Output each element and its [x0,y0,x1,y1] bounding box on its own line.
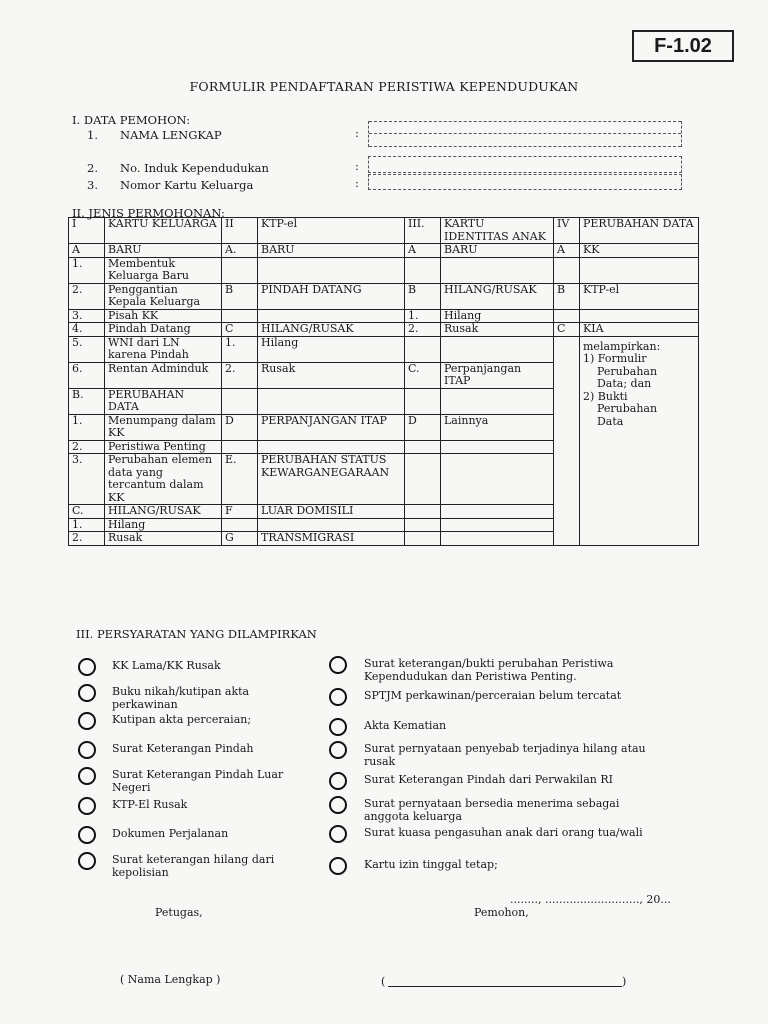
table-row [69,257,699,283]
table-cell [441,440,554,454]
table-cell [580,309,699,323]
table-cell [405,388,441,414]
left-requirement-label: Dokumen Perjalanan [112,827,229,840]
right-requirement-checkbox[interactable] [329,741,347,759]
left-requirement-label: KK Lama/KK Rusak [112,659,221,672]
field-num-1: 1. [87,128,98,142]
table-cell: PINDAH DATANG [258,283,405,309]
form-code-box [632,30,734,62]
right-requirement-checkbox[interactable] [329,857,347,875]
table-cell: F [222,505,258,519]
table-cell [405,336,441,362]
table-cell: Hilang [441,309,554,323]
header-cell: KARTU KELUARGA [105,218,222,244]
table-cell: Rusak [441,323,554,337]
table-cell [441,336,554,362]
table-cell: A [554,244,580,258]
table-cell: Hilang [105,518,222,532]
table-row [69,323,699,337]
table-cell: B [554,283,580,309]
table-cell: PERUBAHAN STATUS KEWARGANEGARAAN [258,454,405,505]
field-label-nik: No. Induk Kependudukan [120,161,269,175]
form-title: FORMULIR PENDAFTARAN PERISTIWA KEPENDUDUKAN [189,79,579,94]
table-cell: A [69,244,105,258]
right-requirement-checkbox[interactable] [329,825,347,843]
table-cell: Pisah KK [105,309,222,323]
table-cell: Membentuk Keluarga Baru [105,257,222,283]
right-requirement-label: Surat keterangan/bukti perubahan Peristiwa Kependudukan dan Peristiwa Penting. [364,657,614,683]
table-cell: 2. [69,532,105,546]
table-cell [405,532,441,546]
table-cell [405,440,441,454]
table-cell: Rusak [105,532,222,546]
form-code: F-1.02 [654,34,712,57]
applicant-name-open: ( [381,975,386,988]
left-requirement-label: Kutipan akta perceraian; [112,713,252,726]
left-requirement-checkbox[interactable] [78,852,96,870]
table-cell: Rusak [258,362,405,388]
table-cell: 2. [222,362,258,388]
table-cell [222,518,258,532]
table-cell [258,309,405,323]
name-input[interactable] [368,121,682,147]
table-cell: B [405,283,441,309]
left-requirement-checkbox[interactable] [78,741,96,759]
right-requirement-checkbox[interactable] [329,796,347,814]
table-cell [222,388,258,414]
nik-input[interactable] [368,156,682,173]
field-num-3: 3. [87,178,98,192]
table-cell [441,518,554,532]
officer-label: Petugas, [155,906,203,919]
table-cell: Rentan Adminduk [105,362,222,388]
table-cell: BARU [441,244,554,258]
table-cell: Pindah Datang [105,323,222,337]
table-cell: A [405,244,441,258]
table-cell [441,532,554,546]
table-cell: 1. [69,414,105,440]
table-cell [554,257,580,283]
table-row [69,283,699,309]
table-cell [405,257,441,283]
section1-heading: I. DATA PEMOHON: [72,113,191,127]
table-cell: G [222,532,258,546]
field-label-kk: Nomor Kartu Keluarga [120,178,254,192]
header-cell: IV [554,218,580,244]
right-requirement-label: Akta Kematian [364,719,447,732]
left-requirement-checkbox[interactable] [78,767,96,785]
application-type-table [68,217,699,546]
table-cell [441,257,554,283]
right-requirement-checkbox[interactable] [329,718,347,736]
table-cell: PERUBAHAN DATA [105,388,222,414]
table-cell [258,440,405,454]
table-cell: E. [222,454,258,505]
table-cell [405,505,441,519]
right-requirement-checkbox[interactable] [329,656,347,674]
table-cell: C [222,323,258,337]
right-requirement-checkbox[interactable] [329,688,347,706]
table-cell: 1. [222,336,258,362]
table-cell: 2. [405,323,441,337]
table-cell [222,257,258,283]
table-cell [554,309,580,323]
header-cell: KARTU IDENTITAS ANAK [441,218,554,244]
right-requirement-checkbox[interactable] [329,772,347,790]
left-requirement-label: Surat Keterangan Pindah Luar Negeri [112,768,284,794]
field-num-2: 2. [87,161,98,175]
table-cell: BARU [258,244,405,258]
table-cell: Perubahan elemen data yang tercantum dalam KK [105,454,222,505]
header-cell: I [69,218,105,244]
table-cell [405,454,441,505]
table-cell: 4. [69,323,105,337]
table-cell: A. [222,244,258,258]
table-cell [258,518,405,532]
table-cell [441,505,554,519]
table-cell: B. [69,388,105,414]
section3-heading: III. PERSYARATAN YANG DILAMPIRKAN [76,627,317,641]
table-cell: Penggantian Kepala Keluarga [105,283,222,309]
applicant-label: Pemohon, [474,906,529,919]
table-cell [222,309,258,323]
table-cell: KTP-el [580,283,699,309]
officer-name: ( Nama Lengkap ) [120,973,221,986]
table-header-row [69,218,699,244]
table-cell: Peristiwa Penting [105,440,222,454]
table-cell: 3. [69,454,105,505]
table-cell: 5. [69,336,105,362]
left-requirement-label: Surat keterangan hilang dari kepolisian [112,853,275,879]
table-cell [580,257,699,283]
left-requirement-checkbox[interactable] [78,797,96,815]
table-cell [405,518,441,532]
header-cell: II [222,218,258,244]
table-cell: 3. [69,309,105,323]
table-cell: 2. [69,440,105,454]
table-cell [258,388,405,414]
table-row [69,336,699,362]
table-cell: HILANG/RUSAK [258,323,405,337]
table-cell: D [222,414,258,440]
applicant-name-close: ) [622,975,627,988]
table-cell: TRANSMIGRASI [258,532,405,546]
table-cell [441,388,554,414]
field-colon: : [355,126,359,140]
table-cell: Menumpang dalam KK [105,414,222,440]
header-cell: KTP-el [258,218,405,244]
table-cell: 2. [69,283,105,309]
right-requirement-label: SPTJM perkawinan/perceraian belum tercatat [364,689,622,702]
table-cell: KIA [580,323,699,337]
kk-input[interactable] [368,174,682,190]
table-cell [441,454,554,505]
right-requirement-label: Surat Keterangan Pindah dari Perwakilan RI [364,773,613,786]
date-line: ........, ..........................., 20... [510,893,671,906]
table-cell: Lainnya [441,414,554,440]
table-cell: 1. [405,309,441,323]
left-requirement-label: Buku nikah/kutipan akta perkawinan [112,685,250,711]
table-cell: B [222,283,258,309]
table-cell: C [554,323,580,337]
field-label-name: NAMA LENGKAP [120,128,222,142]
section2-heading: II. JENIS PERMOHONAN: [72,206,225,220]
table-cell: Hilang [258,336,405,362]
table-cell: PERPANJANGAN ITAP [258,414,405,440]
left-requirement-checkbox[interactable] [78,658,96,676]
table-cell: 6. [69,362,105,388]
left-requirement-label: KTP-El Rusak [112,798,188,811]
table-cell: KK [580,244,699,258]
table-cell: D [405,414,441,440]
left-requirement-label: Surat Keterangan Pindah [112,742,254,755]
table-cell: BARU [105,244,222,258]
left-requirement-checkbox[interactable] [78,826,96,844]
right-requirement-label: Surat pernyataan bersedia menerima sebagai anggota keluarga [364,797,620,823]
table-cell: HILANG/RUSAK [105,505,222,519]
table-cell: C. [69,505,105,519]
table-cell: 1. [69,257,105,283]
table-row [69,309,699,323]
left-requirement-checkbox[interactable] [78,684,96,702]
right-requirement-label: Surat kuasa pengasuhan anak dari orang tua/wali [364,826,643,839]
table-cell: 1. [69,518,105,532]
right-requirement-label: Kartu izin tinggal tetap; [364,858,498,871]
right-requirement-label: Surat pernyataan penyebab terjadinya hilang atau rusak [364,742,646,768]
table-cell [258,257,405,283]
left-requirement-checkbox[interactable] [78,712,96,730]
table-cell: Perpanjangan ITAP [441,362,554,388]
table-cell [554,336,580,545]
field-colon: : [355,159,359,173]
header-cell: III. [405,218,441,244]
table-cell: C. [405,362,441,388]
table-cell: LUAR DOMISILI [258,505,405,519]
header-cell: PERUBAHAN DATA [580,218,699,244]
table-row [69,244,699,258]
table-cell [222,440,258,454]
table-cell: WNI dari LN karena Pindah [105,336,222,362]
applicant-signature-line[interactable] [388,986,622,987]
change-data-note: melampirkan: 1) Formulir Perubahan Data; dan 2) Bukti Perubahan Data [580,336,699,545]
field-colon: : [355,176,359,190]
table-cell: HILANG/RUSAK [441,283,554,309]
